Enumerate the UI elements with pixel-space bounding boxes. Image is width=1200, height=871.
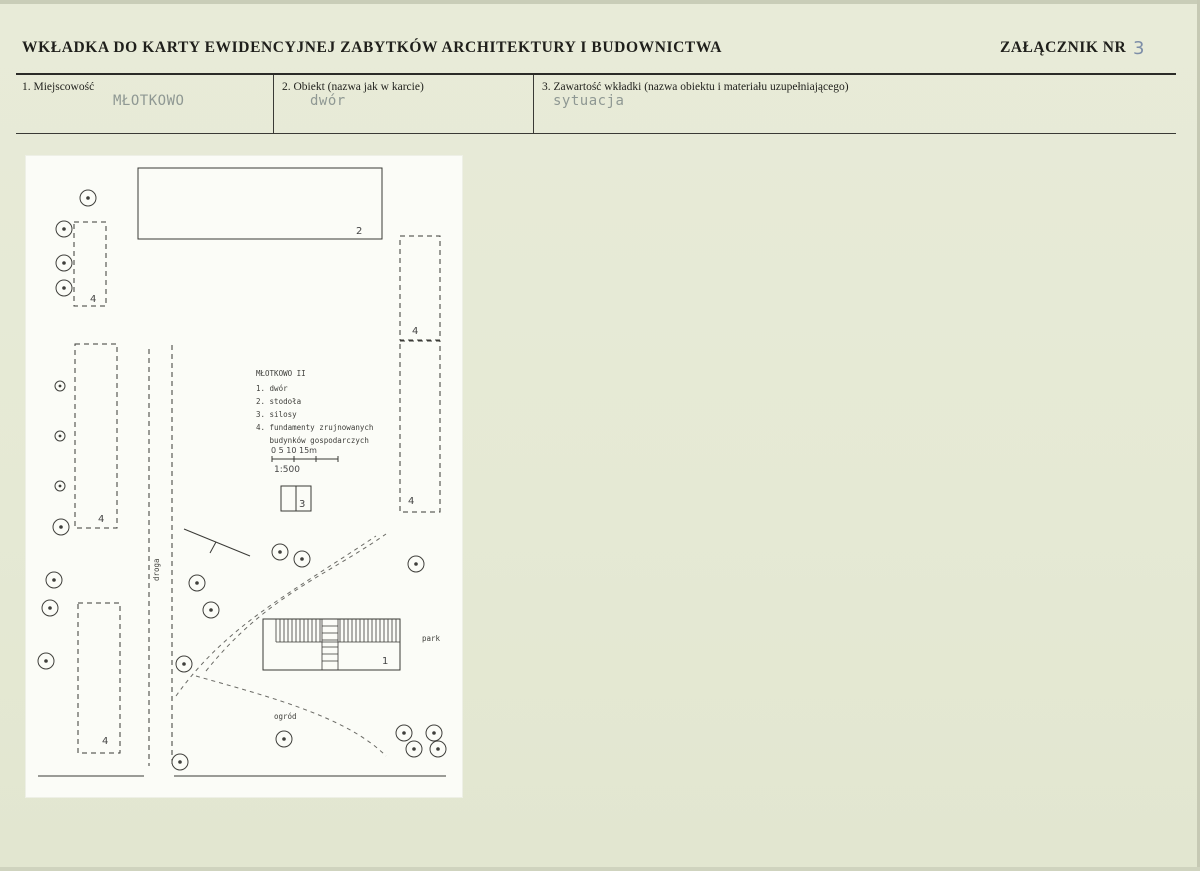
garden-label: ogród — [274, 712, 297, 721]
field-divider-2 — [533, 75, 534, 133]
legend-item-3: 3. silosy — [256, 410, 297, 419]
site-plan-drawing — [26, 156, 462, 797]
scale-ticks: 0 5 10 15m — [271, 446, 317, 455]
legend-title: MŁOTKOWO II — [256, 369, 306, 378]
park-label: park — [422, 634, 441, 643]
field-value-contents: sytuacja — [553, 93, 625, 109]
field-value-object: dwór — [310, 93, 346, 109]
field-label-contents: 3. Zawartość wkładki (nazwa obiektu i materiału uzupełniającego) — [542, 81, 849, 93]
barn-outline — [138, 168, 382, 239]
legend-item-1: 1. dwór — [256, 384, 288, 393]
ruin-number-e: 4 — [102, 736, 109, 747]
legend-item-5: budynków gospodarczych — [256, 436, 369, 445]
legend-item-4: 4. fundamenty zrujnowanych — [256, 423, 374, 432]
silo-number: 3 — [299, 499, 306, 510]
card-edge-bottom — [0, 867, 1200, 871]
annex-number: 3 — [1133, 38, 1145, 59]
barn-number: 2 — [356, 226, 363, 237]
annex-label: ZAŁĄCZNIK NR — [1000, 39, 1127, 56]
header-rule-top — [16, 73, 1176, 75]
tree-markers — [38, 190, 446, 770]
field-value-locality: MŁOTKOWO — [113, 93, 185, 109]
card-title: WKŁADKA DO KARTY EWIDENCYJNEJ ZABYTKÓW ARCHITEKTURY I BUDOWNICTWA — [22, 39, 723, 56]
ruin-number-d: 4 — [408, 496, 415, 507]
manor-number: 1 — [382, 656, 389, 667]
header-rule-bottom — [16, 133, 1176, 134]
ruin-outlines — [74, 222, 440, 766]
ruin-number-c: 4 — [412, 326, 419, 337]
field-label-object: 2. Obiekt (nazwa jak w karcie) — [282, 81, 424, 93]
ruin-number-a: 4 — [90, 294, 97, 305]
manor-outline — [263, 619, 400, 670]
scale-text: 1:500 — [274, 465, 300, 475]
road-label: droga — [152, 558, 161, 581]
field-divider-1 — [273, 75, 274, 133]
field-label-locality: 1. Miejscowość — [22, 81, 95, 93]
site-plan-photo — [26, 156, 462, 797]
ruin-number-b: 4 — [98, 514, 105, 525]
card-edge-top — [0, 0, 1200, 4]
legend-item-2: 2. stodoła — [256, 397, 302, 406]
